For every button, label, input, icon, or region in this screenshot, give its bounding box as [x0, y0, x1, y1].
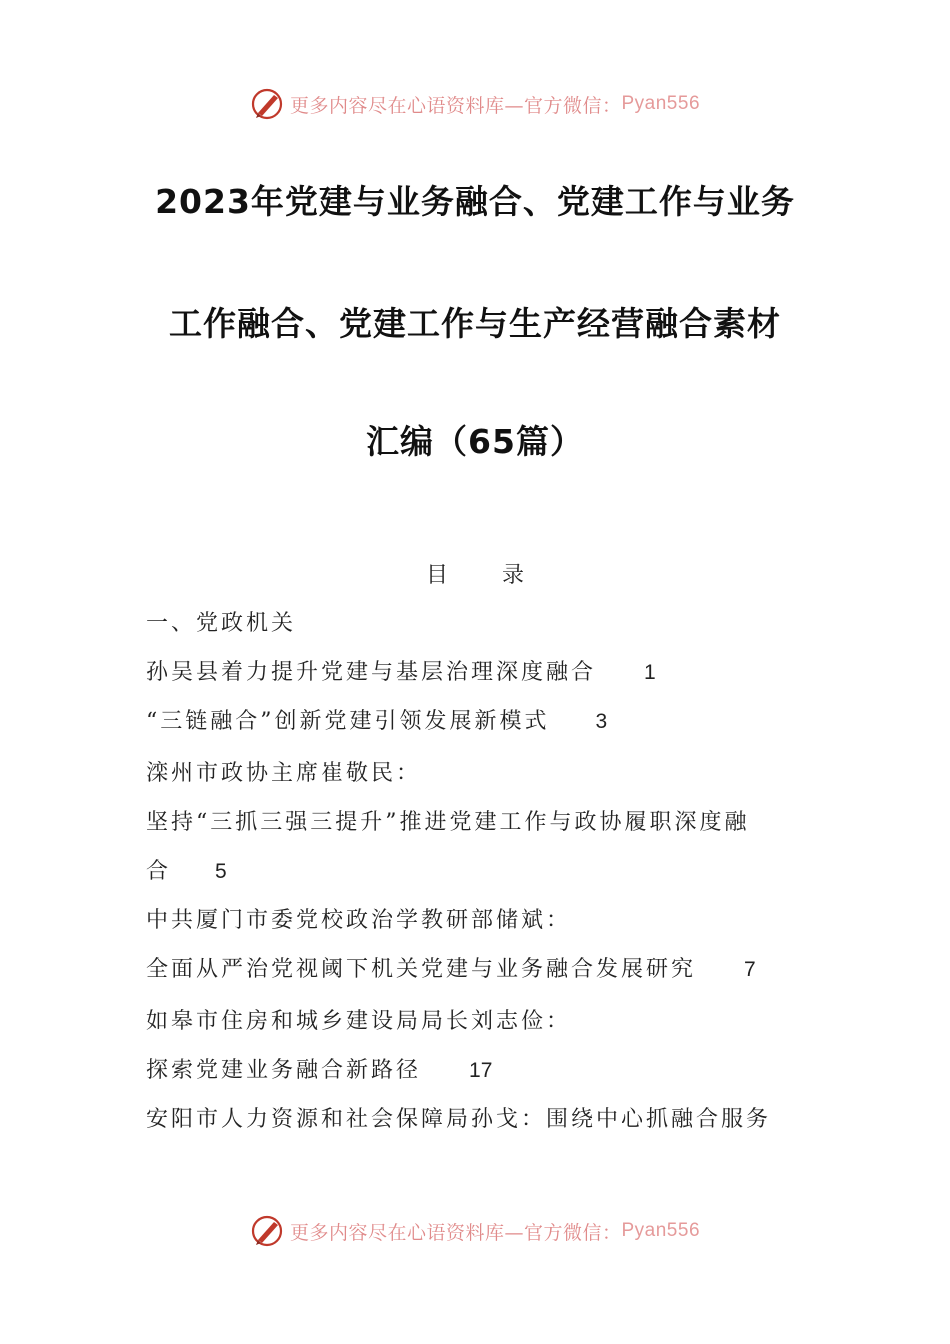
- watermark-id: Pyan556: [621, 1220, 701, 1241]
- document-title-line-3: 汇编（65篇）: [366, 422, 584, 461]
- footer-watermark: [0, 1211, 950, 1251]
- toc-entry-text: 全面从严治党视阈下机关党建与业务融合发展研究: [146, 957, 697, 982]
- toc-entry-continuation[interactable]: [146, 857, 826, 887]
- pen-logo-icon: [250, 86, 286, 122]
- toc-page-number: 1: [644, 661, 656, 684]
- toc-entry[interactable]: [146, 808, 826, 838]
- toc-heading-char-2: 录: [502, 563, 525, 588]
- toc-section-heading: [146, 609, 826, 639]
- toc-entry-text: 合: [146, 859, 172, 884]
- toc-entry-author: [146, 906, 826, 936]
- toc-page-number: 7: [744, 958, 756, 981]
- document-title-line-2: 工作融合、党建工作与生产经营融合素材: [169, 304, 781, 343]
- watermark-text: 更多内容尽在心语资料库—官方微信：: [289, 1221, 622, 1244]
- toc-entry-text: “三链融合”创新党建引领发展新模式: [146, 709, 550, 734]
- toc-entry-text: 滦州市政协主席崔敬民：: [146, 761, 422, 786]
- toc-entry-text: 如皋市住房和城乡建设局局长刘志俭：: [146, 1009, 572, 1034]
- document-title-line-1: 2023年党建与业务融合、党建工作与业务: [155, 182, 795, 221]
- toc-entry-text: 一、党政机关: [146, 611, 297, 636]
- toc-entry-text: 探索党建业务融合新路径: [146, 1058, 422, 1083]
- toc-entry[interactable]: [146, 1056, 826, 1086]
- toc-entry[interactable]: [146, 707, 826, 737]
- pen-logo-icon: [250, 1213, 286, 1249]
- header-watermark: [0, 84, 950, 124]
- toc-page-number: 5: [215, 860, 227, 883]
- toc-entry[interactable]: [146, 955, 826, 985]
- watermark-text: 更多内容尽在心语资料库—官方微信：: [289, 94, 622, 117]
- toc-entry-text: 坚持“三抓三强三提升”推进党建工作与政协履职深度融: [146, 810, 750, 835]
- toc-entry-text: 中共厦门市委党校政治学教研部储斌：: [146, 908, 572, 933]
- toc-heading: [0, 558, 950, 589]
- toc-heading-char-1: 目: [425, 563, 448, 588]
- toc-entry-author: [146, 759, 826, 789]
- watermark-id: Pyan556: [621, 93, 701, 114]
- toc-entry-text: 孙吴县着力提升党建与基层治理深度融合: [146, 660, 597, 685]
- toc-page-number: 17: [469, 1059, 493, 1082]
- toc-entry-author: [146, 1007, 826, 1037]
- toc-entry[interactable]: [146, 1105, 826, 1135]
- toc-entry-text: 安阳市人力资源和社会保障局孙戈：围绕中心抓融合服务: [146, 1107, 772, 1132]
- toc-entry[interactable]: [146, 658, 826, 688]
- toc-page-number: 3: [595, 710, 608, 733]
